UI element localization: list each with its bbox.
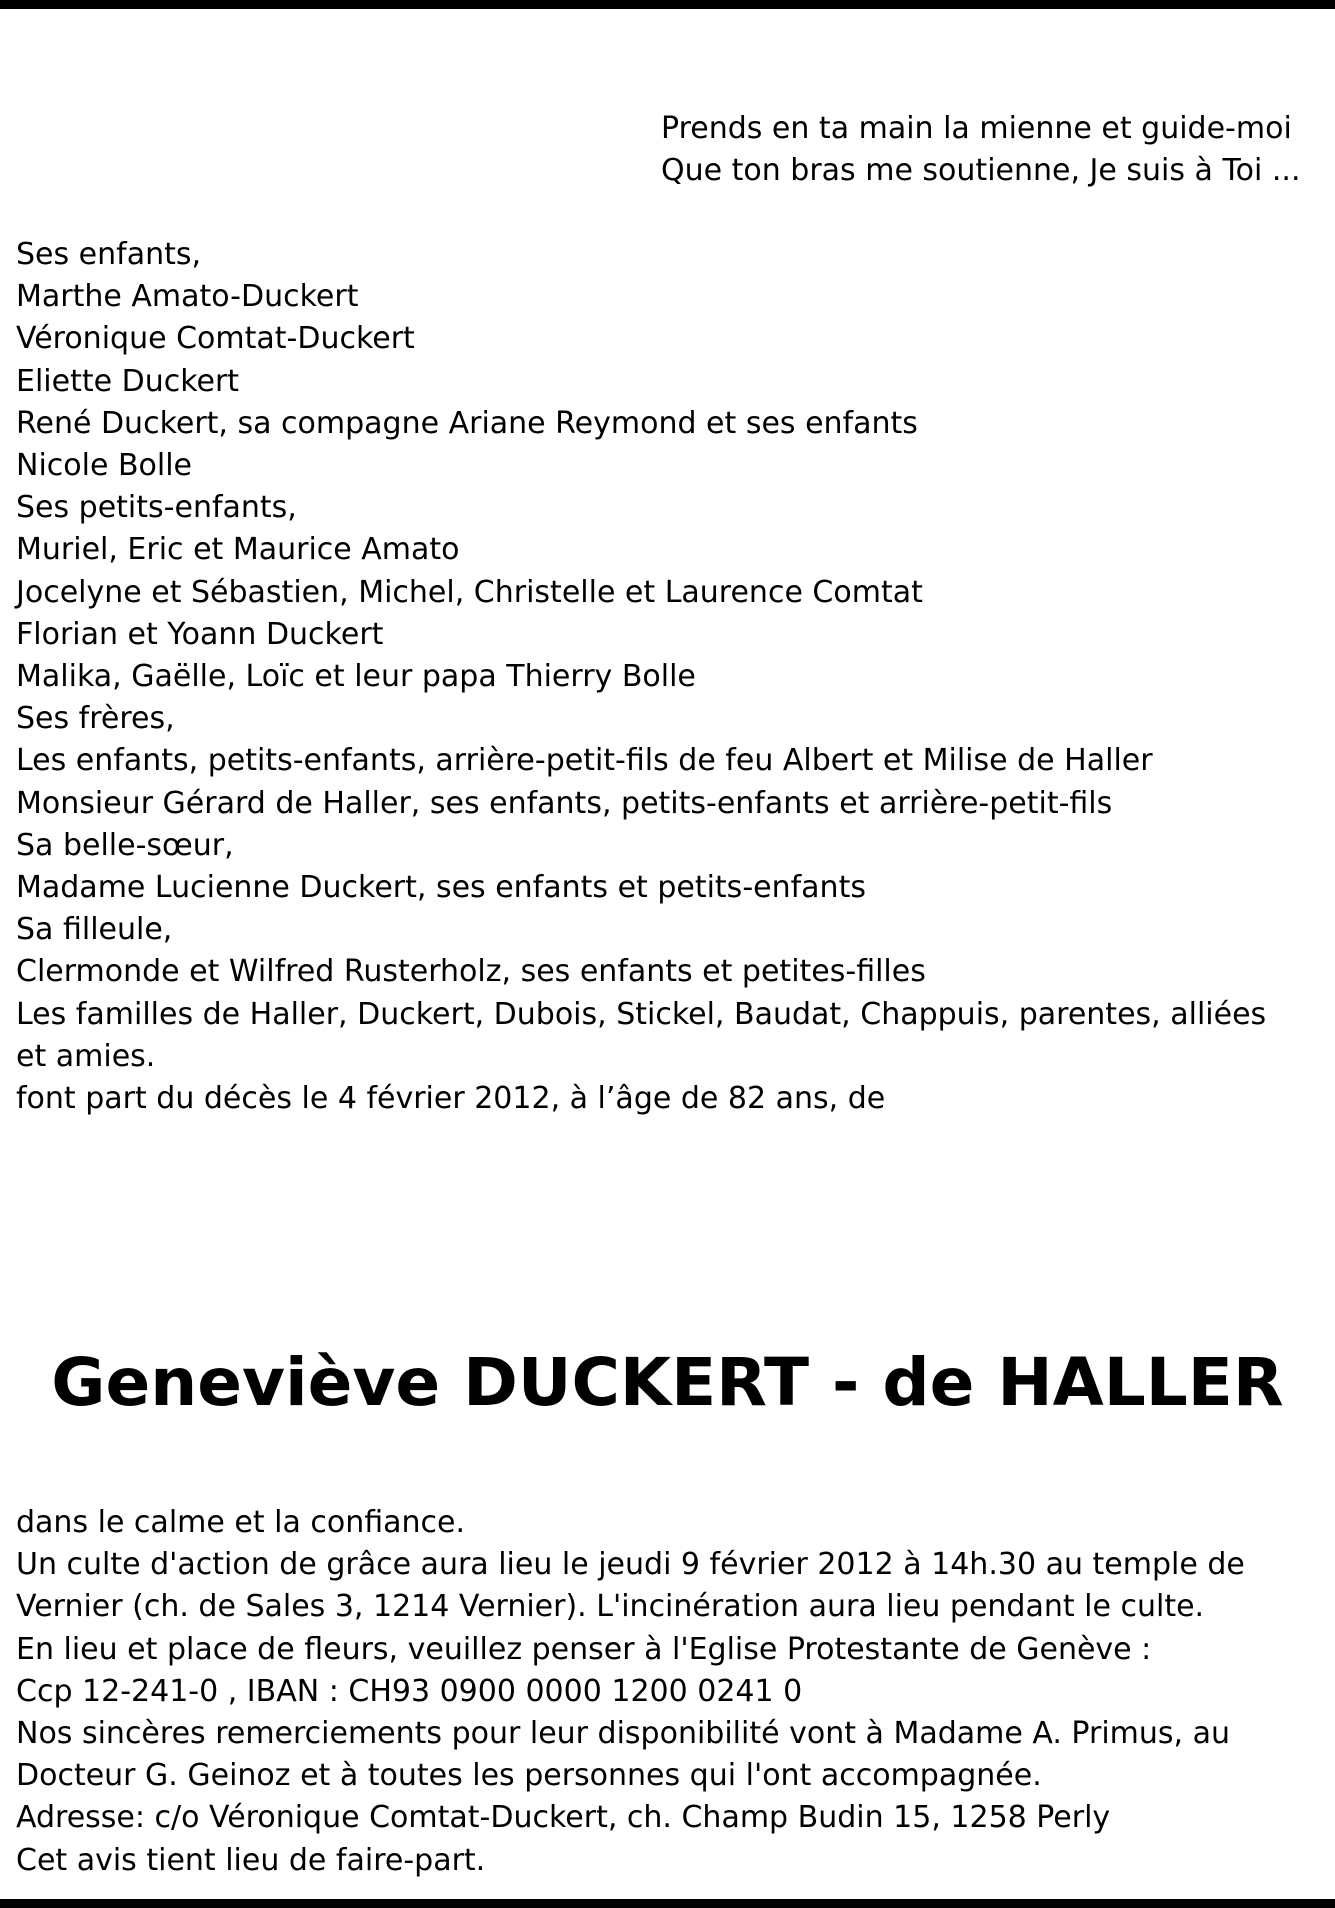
family-line: font part du décès le 4 février 2012, à l’âge de 82 ans, de	[16, 1081, 886, 1117]
epigraph-verse	[661, 108, 1301, 192]
family-line: Les enfants, petits-enfants, arrière-petit-fils de feu Albert et Milise de Haller	[16, 743, 1153, 779]
family-line: René Duckert, sa compagne Ariane Reymond et ses enfants	[16, 405, 918, 441]
family-announcement	[16, 234, 1266, 1120]
service-line: Cet avis tient lieu de faire-part.	[16, 1842, 486, 1878]
top-border-rule	[0, 0, 1335, 9]
service-line: Nos sincères remerciements pour leur disponibilité vont à Madame A. Primus, au	[16, 1716, 1230, 1752]
bottom-border-rule	[0, 1899, 1335, 1908]
family-line: Florian et Yoann Duckert	[16, 616, 384, 652]
service-line: Docteur G. Geinoz et à toutes les personnes qui l'ont accompagnée.	[16, 1758, 1042, 1794]
family-line: Nicole Bolle	[16, 448, 193, 484]
family-line: Véronique Comtat-Duckert	[16, 321, 415, 357]
family-line: Muriel, Eric et Maurice Amato	[16, 532, 460, 568]
family-line: Madame Lucienne Duckert, ses enfants et petits-enfants	[16, 870, 866, 906]
family-line: Monsieur Gérard de Haller, ses enfants, petits-enfants et arrière-petit-fils	[16, 785, 1113, 821]
deceased-name-heading: Geneviève DUCKERT - de HALLER	[51, 1344, 1284, 1421]
family-line: et amies.	[16, 1038, 156, 1074]
family-line: Sa filleule,	[16, 912, 173, 948]
family-line: Sa belle-sœur,	[16, 827, 234, 863]
family-line: Ses frères,	[16, 701, 175, 737]
family-line: Jocelyne et Sébastien, Michel, Christelle et Laurence Comtat	[16, 574, 923, 610]
family-line: Ses petits-enfants,	[16, 490, 297, 526]
service-line: Un culte d'action de grâce aura lieu le jeudi 9 février 2012 à 14h.30 au temple de	[16, 1547, 1245, 1583]
family-line: Marthe Amato-Duckert	[16, 279, 359, 315]
epigraph-line: Prends en ta main la mienne et guide-moi	[661, 111, 1292, 146]
family-line: Malika, Gaëlle, Loïc et leur papa Thierry Bolle	[16, 659, 696, 695]
service-details	[16, 1502, 1245, 1882]
service-line: En lieu et place de fleurs, veuillez penser à l'Eglise Protestante de Genève :	[16, 1631, 1152, 1667]
service-line: Vernier (ch. de Sales 3, 1214 Vernier). L'incinération aura lieu pendant le culte.	[16, 1589, 1205, 1625]
family-line: Ses enfants,	[16, 237, 202, 272]
service-line: dans le calme et la confiance.	[16, 1505, 466, 1540]
family-line: Clermonde et Wilfred Rusterholz, ses enfants et petites-filles	[16, 954, 926, 990]
family-line: Les familles de Haller, Duckert, Dubois, Stickel, Baudat, Chappuis, parentes, alliées	[16, 996, 1267, 1032]
epigraph-line: Que ton bras me soutienne, Je suis à Toi ...	[661, 153, 1301, 188]
service-line: Adresse: c/o Véronique Comtat-Duckert, ch. Champ Budin 15, 1258 Perly	[16, 1800, 1111, 1836]
family-line: Eliette Duckert	[16, 363, 240, 399]
service-line: Ccp 12-241-0 , IBAN : CH93 0900 0000 1200 0241 0	[16, 1673, 803, 1709]
